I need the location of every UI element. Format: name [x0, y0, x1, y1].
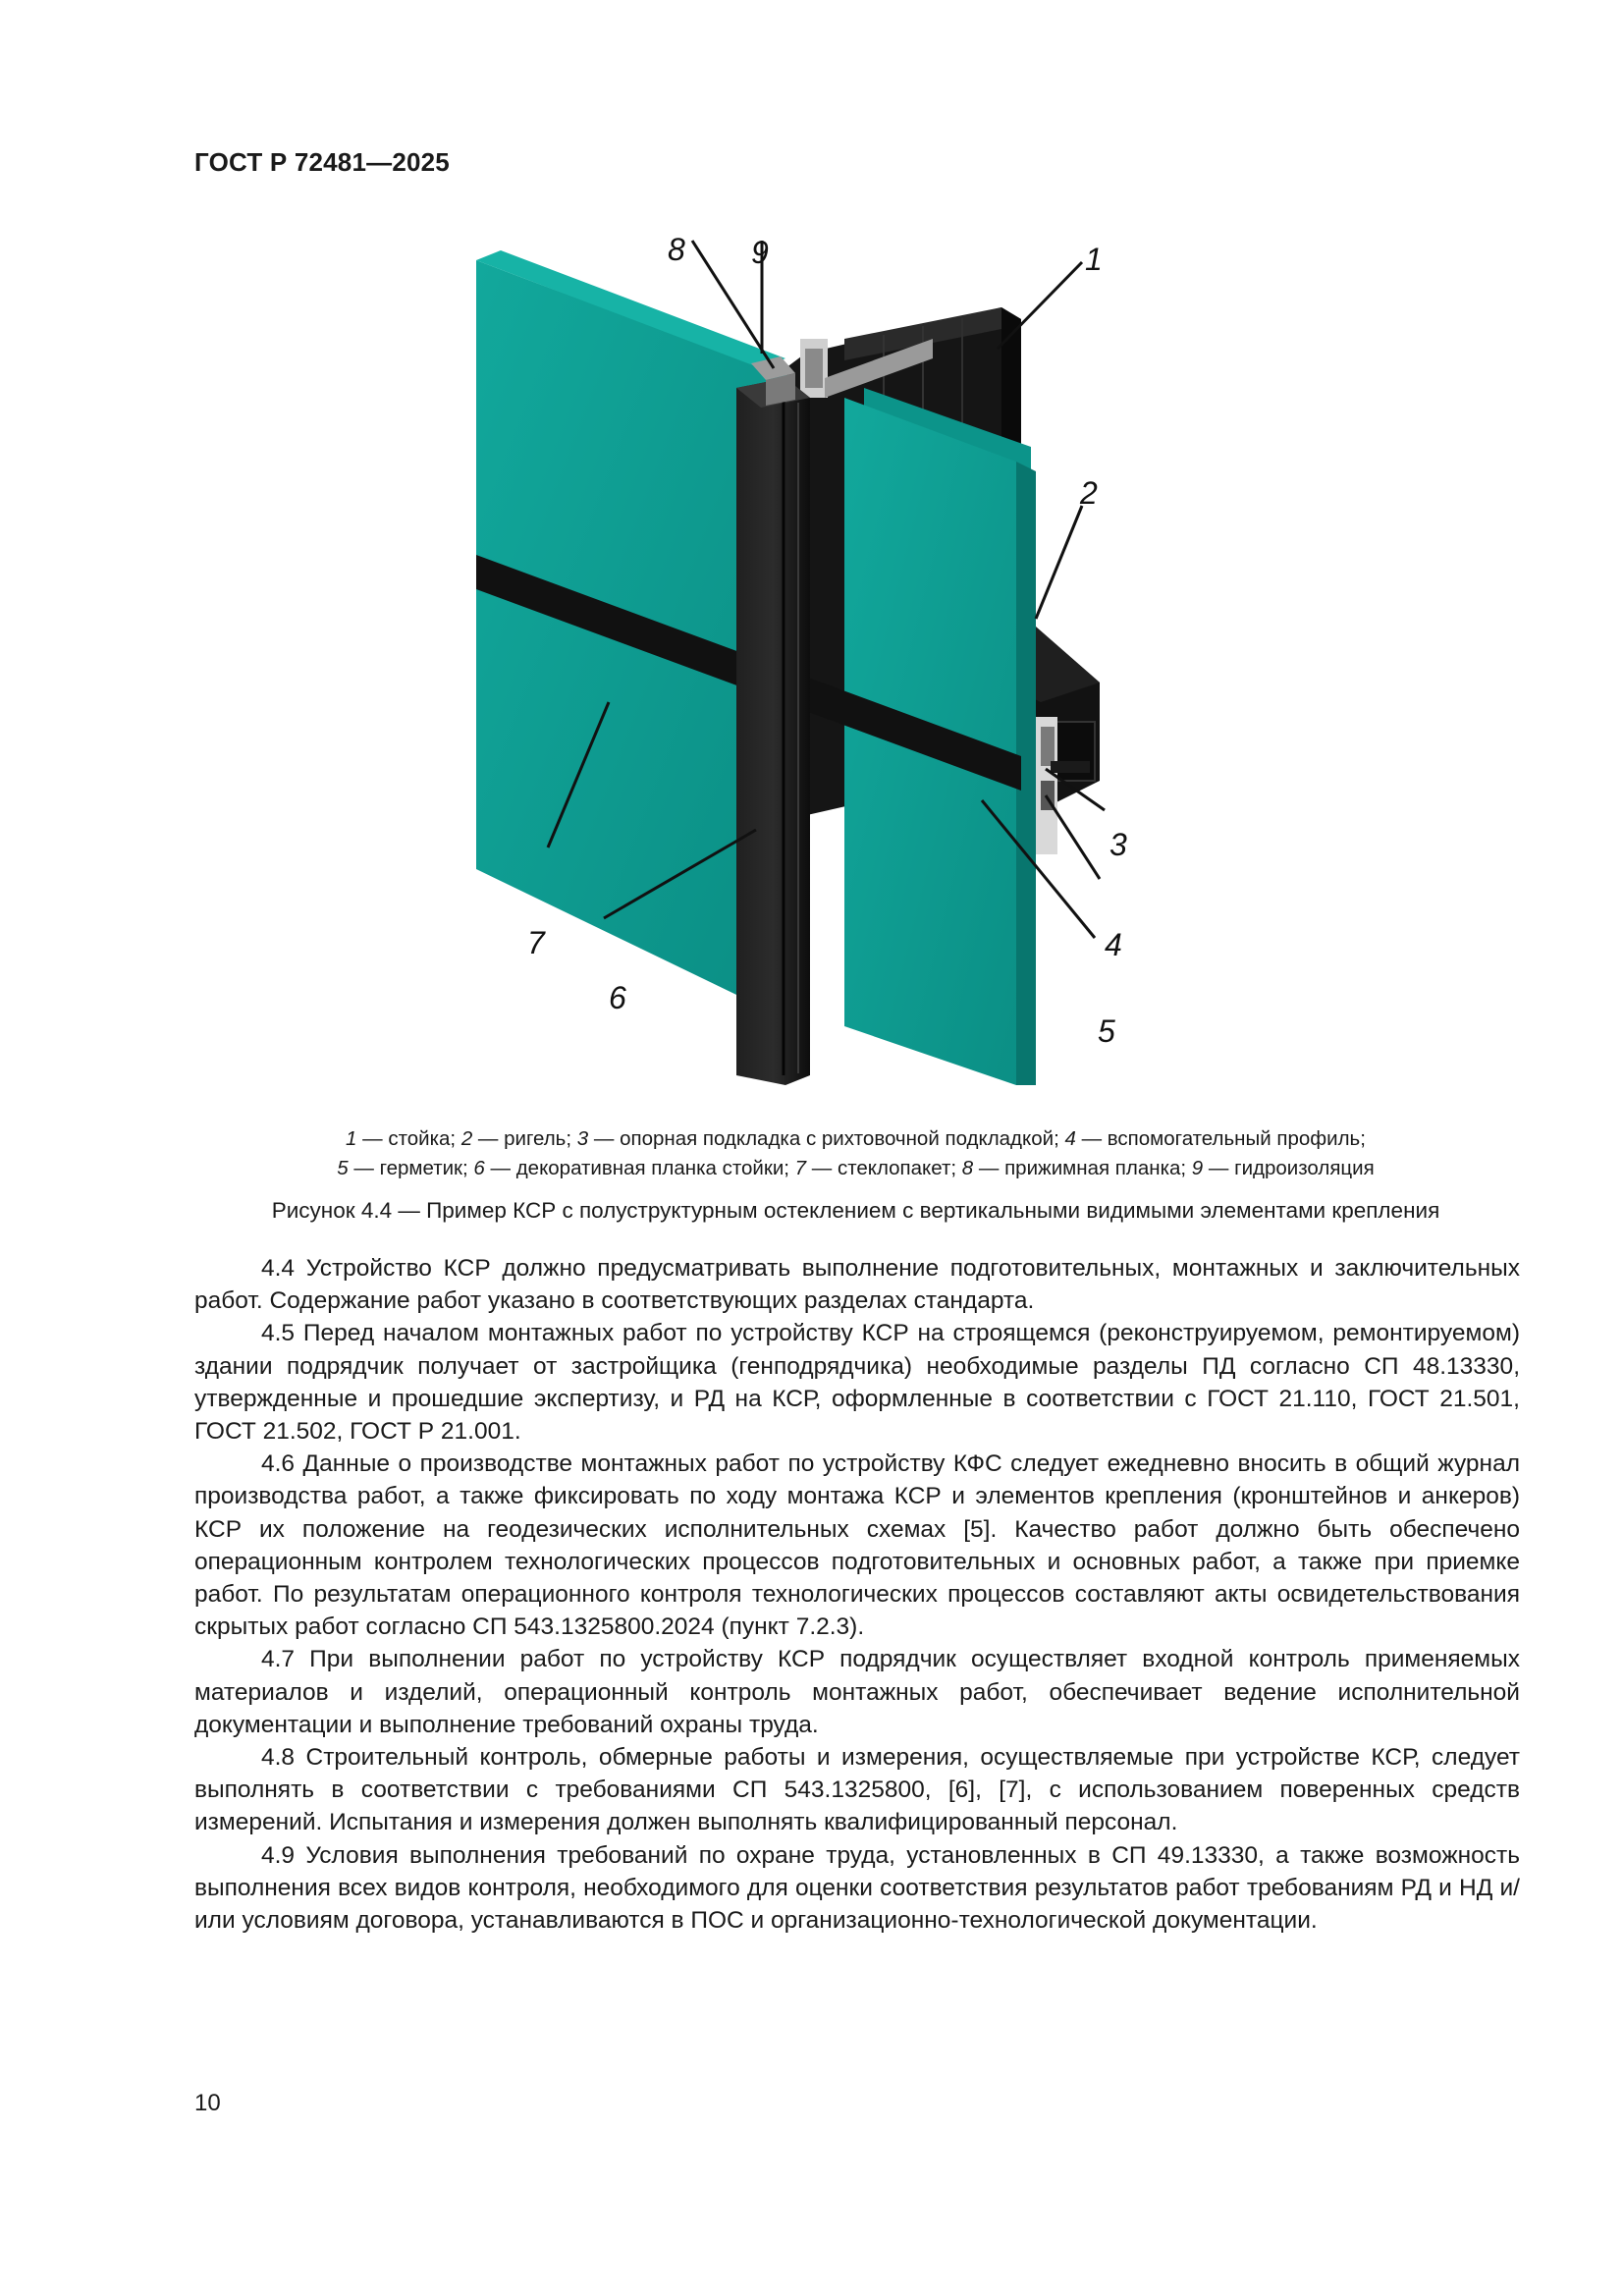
- legend-num: 1: [346, 1127, 357, 1150]
- paragraph-4-6: 4.6 Данные о производстве монтажных работ по устройству КФС следует ежедневно вносить в общий журнал производства работ, а также фиксировать по ходу монтажа КСР и элементов крепления (кронштейнов и анкеров) КСР их положение на геодезических исполнительных схемах [5]. Качество работ должно быть обеспечено операционным контролем технологических процессов подготовительных и основных работ, а также при приемке работ. По результатам операционного контроля технологических процессов составляют акты освидетельствования скрытых работ согласно СП 543.1325800.2024 (пункт 7.2.3).: [194, 1450, 1520, 1641]
- legend-num: 8: [961, 1157, 974, 1179]
- legend-text: — прижимная планка;: [973, 1157, 1192, 1179]
- figure-label-8: 8: [668, 232, 685, 267]
- legend-text: — вспомогательный профиль;: [1075, 1127, 1366, 1150]
- figure-legend-line-1: [194, 1124, 1517, 1154]
- figure-label-6: 6: [609, 980, 626, 1015]
- figure-4-4: [471, 231, 1237, 1085]
- legend-text: — ригель;: [472, 1127, 577, 1150]
- figure-legend-line-2: [194, 1154, 1517, 1183]
- figure-caption: Рисунок 4.4 — Пример КСР с полуструктурным остеклением с вертикальными видимыми элементами крепления: [271, 1198, 1440, 1223]
- figure-label-5: 5: [1098, 1013, 1115, 1049]
- paragraph-4-5: 4.5 Перед началом монтажных работ по устройству КСР на строящемся (реконструируемом, ремонтируемом) здании подрядчик получает от застройщика (генподрядчика) необходимые разделы ПД согласно СП 48.13330, утвержденные и прошедшие экспертизу, и РД на КСР, оформленные в соответствии с ГОСТ 21.110, ГОСТ 21.501, ГОСТ 21.502, ГОСТ Р 21.001.: [194, 1320, 1520, 1446]
- legend-num: 7: [794, 1157, 807, 1179]
- paragraph-4-4: 4.4 Устройство КСР должно предусматривать выполнение подготовительных, монтажных и заключительных работ. Содержание работ указано в соответствующих разделах стандарта.: [194, 1255, 1520, 1315]
- mullion-cap-6: [736, 378, 810, 1085]
- page-number: 10: [194, 2090, 221, 2116]
- paragraph-4-7: 4.7 При выполнении работ по устройству КСР подрядчик осуществляет входной контроль применяемых материалов и изделий, операционный контроль монтажных работ, обеспечивает ведение исполнительной документации и выполнение требований охраны труда.: [194, 1646, 1520, 1738]
- legend-text: — стеклопакет;: [806, 1157, 962, 1179]
- legend-num: 9: [1191, 1157, 1204, 1179]
- curtain-wall-illustration: [471, 231, 1237, 1085]
- legend-num: 6: [473, 1157, 485, 1179]
- legend-text: — стойка;: [356, 1127, 461, 1150]
- figure-label-7: 7: [527, 925, 545, 960]
- legend-num: 4: [1064, 1127, 1076, 1150]
- legend-text: — опорная подкладка с рихтовочной подкладкой;: [588, 1127, 1065, 1150]
- figure-label-9: 9: [751, 235, 769, 270]
- legend-num: 2: [460, 1127, 473, 1150]
- paragraph-4-8: 4.8 Строительный контроль, обмерные работы и измерения, осуществляемые при устройстве КСР, следует выполнять в соответствии с требованиями СП 543.1325800, [6], [7], с использованием поверенных средств измерений. Испытания и измерения должен выполнять квалифицированный персонал.: [194, 1744, 1520, 1836]
- figure-label-1: 1: [1085, 242, 1103, 277]
- body-text: [194, 1252, 1520, 1937]
- legend-num: 5: [337, 1157, 349, 1179]
- figure-label-3: 3: [1109, 827, 1127, 862]
- figure-label-4: 4: [1105, 927, 1122, 962]
- legend-text: — герметик;: [348, 1157, 474, 1179]
- figure-label-2: 2: [1080, 475, 1098, 511]
- legend-text: — гидроизоляция: [1203, 1157, 1375, 1179]
- paragraph-4-9: 4.9 Условия выполнения требований по охране труда, установленных в СП 49.13330, а также возможность выполнения всех видов контроля, необходимого для оценки соответствия результатов работ требованиям РД и НД и/или условиям договора, устанавливаются в ПОС и организационно-технологической документации.: [194, 1841, 1520, 1935]
- legend-num: 3: [576, 1127, 589, 1150]
- document-header: ГОСТ Р 72481—2025: [194, 147, 450, 177]
- legend-text: — декоративная планка стойки;: [484, 1157, 795, 1179]
